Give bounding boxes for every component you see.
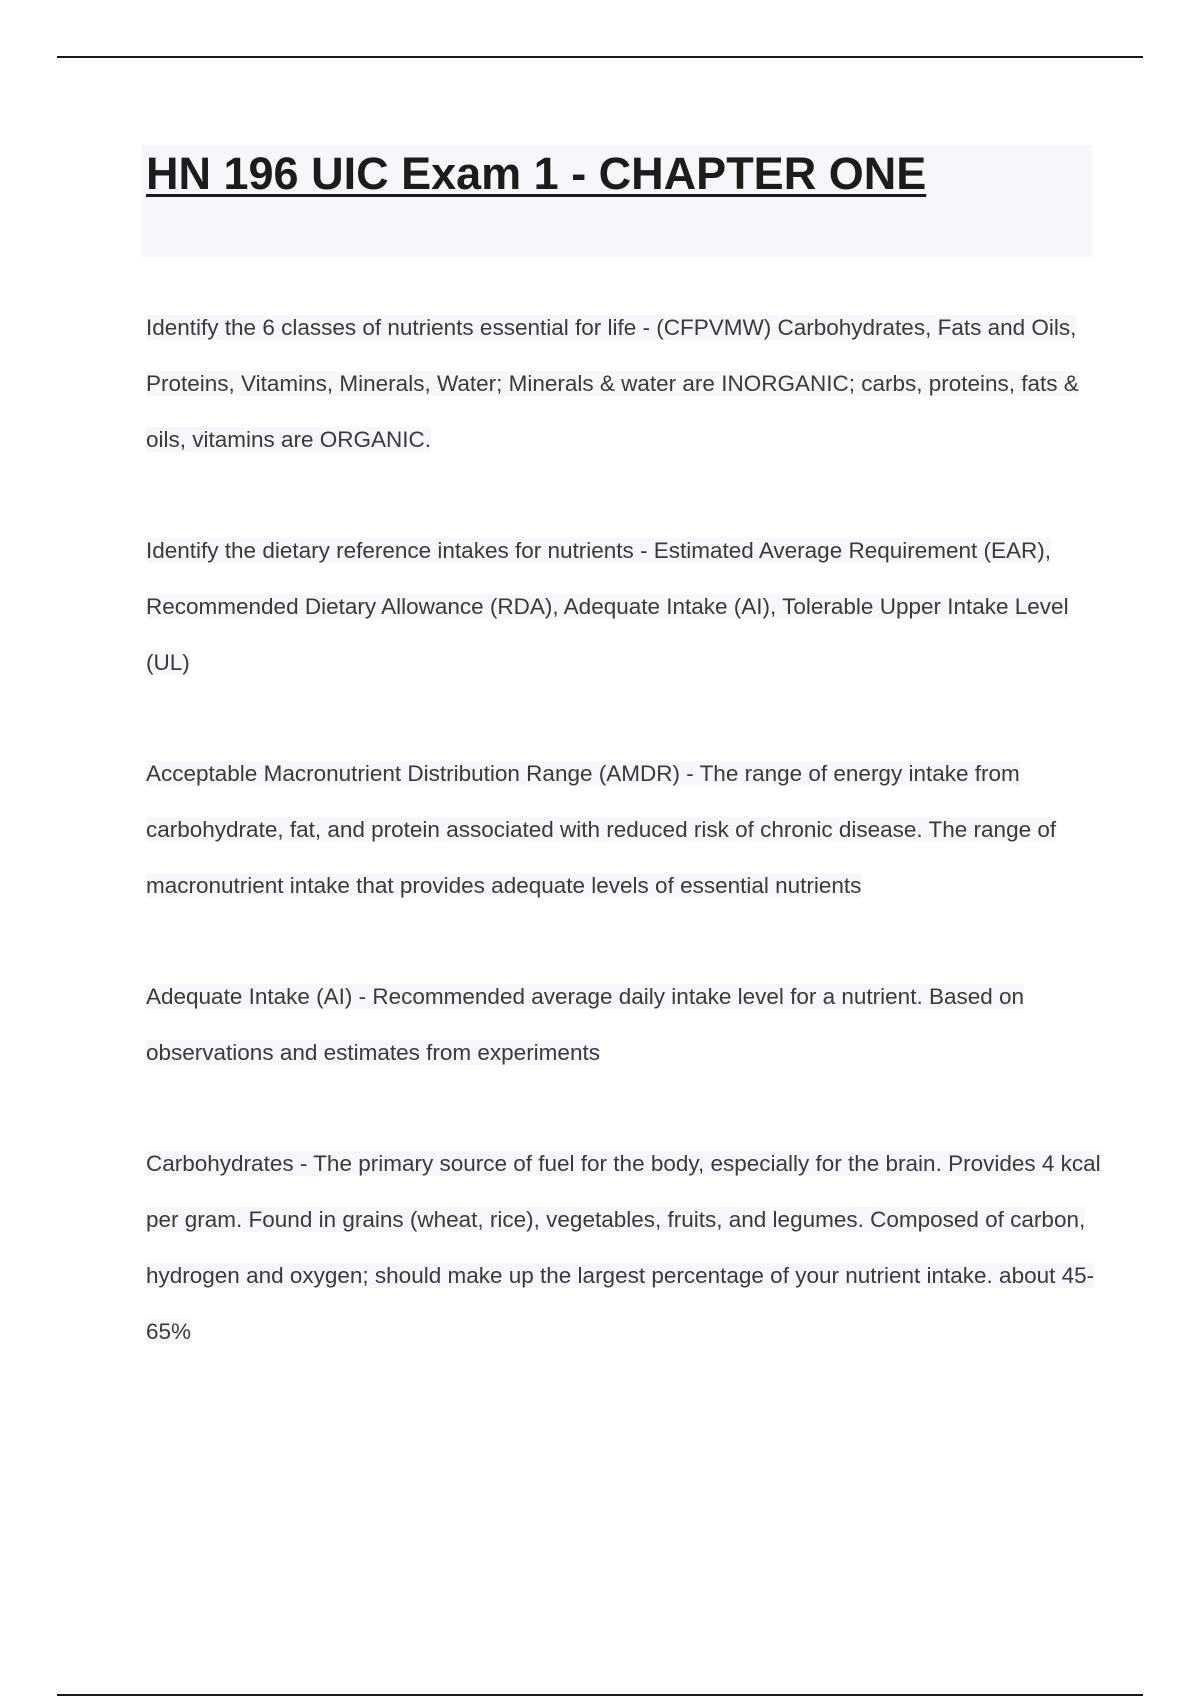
- entry-term: Identify the dietary reference intakes for nutrients: [146, 538, 634, 563]
- bottom-rule: [57, 1694, 1143, 1696]
- entry-term: Acceptable Macronutrient Distribution Range (AMDR): [146, 761, 680, 786]
- flashcard-entry: [146, 746, 1106, 914]
- flashcard-entry: [146, 969, 1106, 1081]
- entry-separator: -: [633, 538, 654, 563]
- top-rule: [57, 56, 1143, 58]
- flashcard-entry: [146, 300, 1106, 468]
- flashcard-entry: [146, 523, 1106, 691]
- entry-term: Carbohydrates: [146, 1151, 294, 1176]
- entry-separator: -: [352, 984, 373, 1009]
- entry-term: Identify the 6 classes of nutrients essential for life: [146, 315, 637, 340]
- entry-term: Adequate Intake (AI): [146, 984, 353, 1009]
- entry-definition: Estimated Average Requirement (EAR), Recommended Dietary Allowance (RDA), Adequate Intake (AI), Tolerable Upper Intake Level (UL): [146, 538, 1069, 675]
- document-title: HN 196 UIC Exam 1 - CHAPTER ONE: [146, 148, 927, 199]
- entry-definition: Recommended average daily intake level for a nutrient. Based on observations and estimates from experiments: [146, 984, 1025, 1065]
- flashcard-entry: [146, 1136, 1106, 1360]
- entry-definition: (CFPVMW) Carbohydrates, Fats and Oils, Proteins, Vitamins, Minerals, Water; Minerals & water are INORGANIC; carbs, proteins, fats & oils, vitamins are ORGANIC.: [146, 315, 1079, 452]
- entry-separator: -: [636, 315, 657, 340]
- entry-separator: -: [679, 761, 700, 786]
- entry-definition: The range of energy intake from carbohydrate, fat, and protein associated with reduced risk of chronic disease. The range of macronutrient intake that provides adequate levels of essential nutrients: [146, 761, 1057, 898]
- entry-definition: The primary source of fuel for the body, especially for the brain. Provides 4 kcal per gram. Found in grains (wheat, rice), vegetables, fruits, and legumes. Composed of carbon, hydrogen and oxygen; should make up the largest percentage of your nutrient intake. about 45-65%: [146, 1151, 1101, 1344]
- flashcard-list: [146, 300, 1106, 1415]
- entry-separator: -: [293, 1151, 314, 1176]
